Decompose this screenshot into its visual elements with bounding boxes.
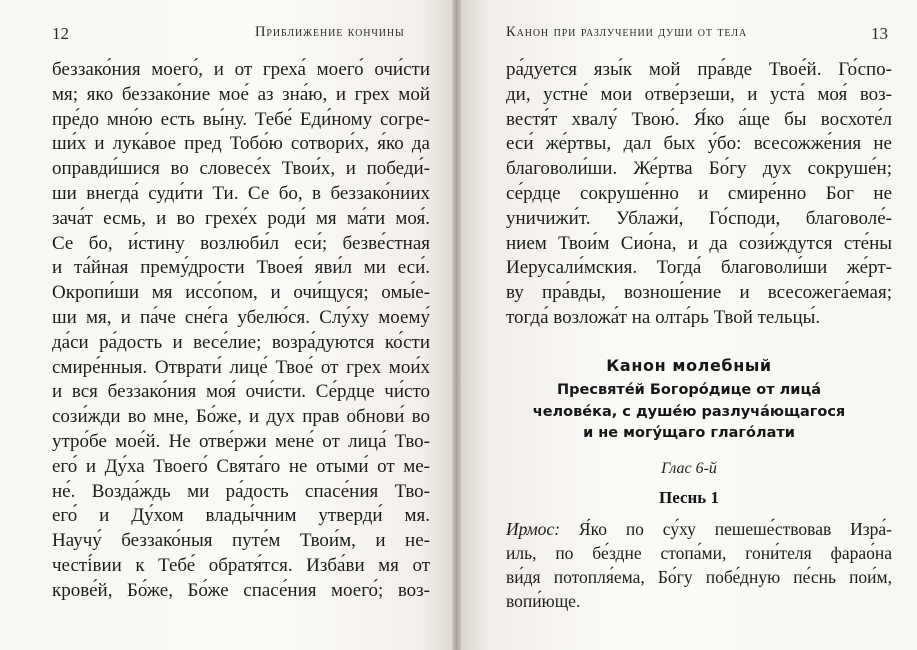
text-line: его́ и Ду́ха Твоего́ Свята́го не отыми́ от ме- <box>52 455 430 477</box>
left-page-number: 12 <box>52 24 69 43</box>
tone-label: Глас 6-й <box>661 460 717 477</box>
text-line: вестя́т хвалу́ Твою́. Я́ко а́ще бы восхоте́л <box>506 108 892 130</box>
text-line: мя; яко беззако́ние мое́ аз зна́ю, и грех мой <box>52 83 430 105</box>
canon-subtitle-line: и не могу́щаго глаго́лати <box>583 425 795 441</box>
text-line: честі́вии к Тебе́ обратя́тся. Изба́ви мя от <box>52 554 430 576</box>
text-line: Научу́ беззако́ныя путе́м Твои́м, и не- <box>52 530 430 552</box>
text-line: его́ и Ду́хом влады́чним утверди́ мя. <box>52 505 430 527</box>
text-line: ши мя, и па́че сне́га убелю́ся. Слу́ху моему́ <box>52 306 430 328</box>
right-running-head: Канон при разлучении души от тела <box>506 24 748 40</box>
text-line: смире́нныя. Отврати́ лице́ Твое́ от грех мои́х <box>52 356 430 378</box>
irmos-label: Ирмос: <box>506 519 561 539</box>
left-body-text <box>52 58 430 604</box>
text-line: нием Твои́м Сио́на, и да сози́ждутся сте́ны <box>506 232 892 254</box>
text-line: утро́бе мое́й. Не отве́ржи мене́ от лица́ Тво- <box>52 430 430 452</box>
text-line: Се бо, и́стину возлюби́л еси́; безве́стная <box>52 232 430 254</box>
left-page <box>0 0 452 650</box>
left-running-head: Приближение кончины <box>255 24 405 40</box>
text-line: ши́х и лука́вое пред Тобо́ю сотвори́х, я́ко да <box>52 133 430 155</box>
text-line: тогда́ возложа́т на олта́рь Твой тельцы́. <box>506 306 821 328</box>
canon-subtitle-line: челове́ка, с душе́ю разлуча́ющагося <box>532 404 846 420</box>
irmos-line: иль, по бе́здне стопа́ми, гони́теля фарао́на <box>506 543 892 563</box>
text-line: пре́до мно́ю есть вы́ну. Тебе́ Еди́ному согре- <box>52 108 430 130</box>
ode-heading: Песнь 1 <box>658 488 720 507</box>
text-line: еси́ же́ртвы, дал бых у́бо: всесожже́ния не <box>506 133 892 155</box>
text-line: Окропи́ши мя иссо́пом, и очи́щуся; омы́е- <box>52 282 430 304</box>
text-line: се́рдце сокруше́нно и смире́нно Бог не <box>506 182 892 204</box>
canon-title: Канон молебный <box>606 356 772 375</box>
text-line: и вся беззако́ния моя́ очи́сти. Се́рдце чи́сто <box>52 381 430 403</box>
right-body-text <box>506 58 892 331</box>
text-line: уничижи́т. Ублажи́, Го́споди, благоволе́- <box>506 207 892 229</box>
text-line: да́си ра́дость и весе́лие; возра́дуются ко́сти <box>52 331 430 353</box>
text-line: и та́йная прему́дрости Твоея́ яви́л ми еси́. <box>52 257 430 279</box>
right-page-number: 13 <box>871 24 888 43</box>
right-page <box>461 0 917 650</box>
canon-subtitle-line: Пресвяте́й Богоро́дице от лица́ <box>557 382 821 398</box>
text-line: Иерусали́мския. Тогда́ благоволи́ши же́рт- <box>506 257 892 279</box>
text-line: ра́дуется язы́к мой пра́вде Твое́й. Го́спо- <box>506 59 892 80</box>
text-line: ши внегда́ суди́ти Ти. Се бо, в беззако́ниих <box>52 182 430 204</box>
text-line: не́. Возда́ждь ми ра́дость спасе́ния Тво- <box>52 480 430 502</box>
text-line: благоволи́ши. Же́ртва Бо́гу дух сокруше́н; <box>506 158 892 180</box>
irmos-line <box>506 517 892 541</box>
irmos-line: ви́дя потопля́ема, Бо́гу побе́дную пе́снь пои́м, <box>506 567 892 587</box>
irmos-text <box>506 517 892 613</box>
book-gutter <box>452 0 461 650</box>
irmos-line-text: Я́ко по су́ху пешеше́ствовав Изра́- <box>560 519 892 539</box>
text-line: ди, устне́ мои отве́рзеши, и уста́ моя́ воз- <box>506 83 892 105</box>
irmos-line: вопи́юще. <box>506 591 581 611</box>
text-line: ву пра́вды, вознош́ение и всесожега́емая; <box>506 282 892 304</box>
text-line: оправди́шися во словесе́х Твои́х, и победи́- <box>52 158 430 180</box>
text-line: крове́й, Бо́же, Бо́же спасе́ния моего́; воз- <box>52 579 430 601</box>
text-line: беззако́ния моего́, и от греха́ моего́ очи́сти <box>52 59 430 80</box>
text-line: сози́жди во мне, Бо́же, и дух прав обнови́ во <box>52 406 430 428</box>
text-line: зача́т есмь, и во грехе́х роди́ мя ма́ти моя́. <box>52 207 430 229</box>
